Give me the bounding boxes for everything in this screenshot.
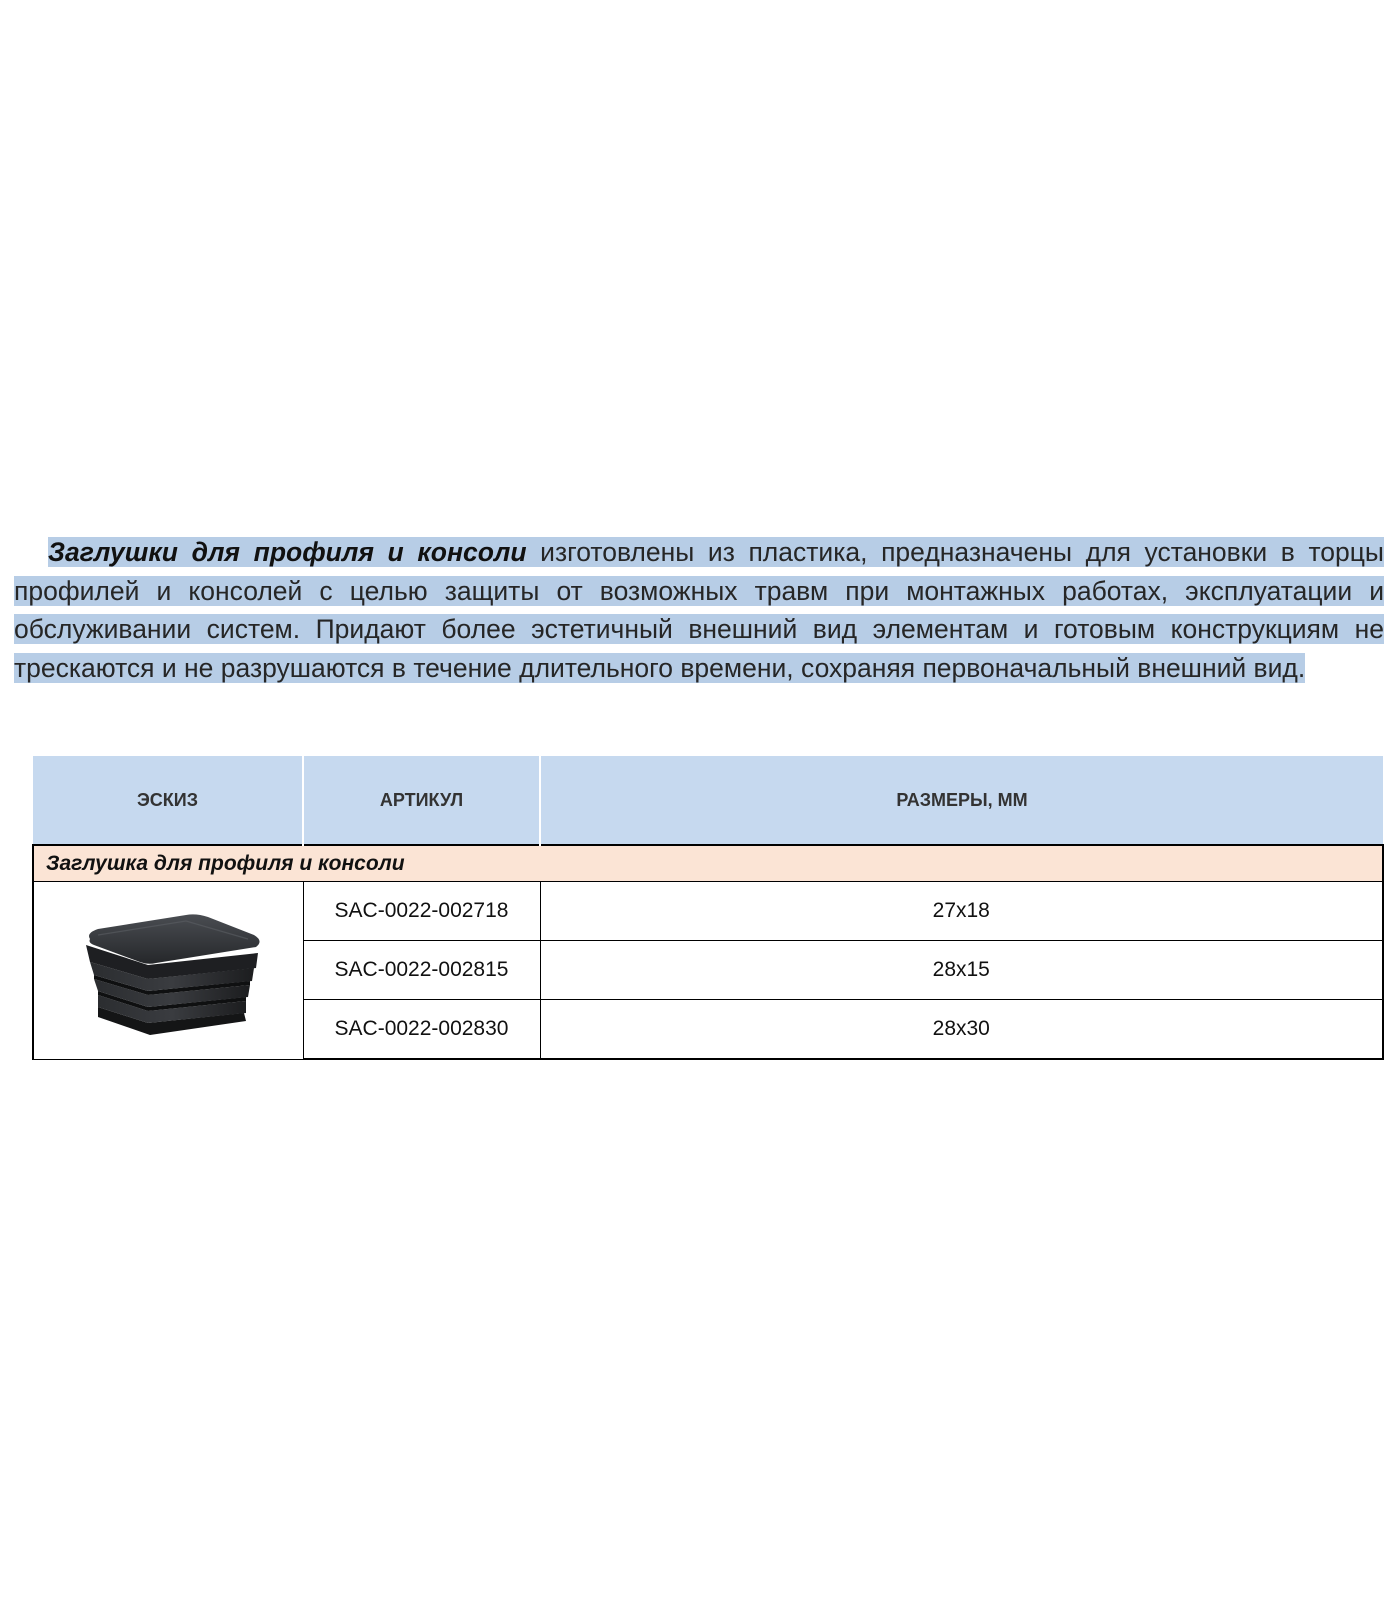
end-cap-plug-icon bbox=[68, 895, 268, 1045]
header-dimensions: РАЗМЕРЫ, ММ bbox=[540, 756, 1383, 845]
article-cell: SAC-0022-002830 bbox=[303, 1000, 540, 1060]
sketch-cell bbox=[33, 882, 303, 1060]
dimensions-cell: 28x30 bbox=[540, 1000, 1383, 1060]
group-title: Заглушка для профиля и консоли bbox=[33, 845, 1383, 882]
group-row bbox=[33, 845, 1383, 882]
product-table bbox=[32, 756, 1384, 1060]
header-article: АРТИКУЛ bbox=[303, 756, 540, 845]
dimensions-cell: 28x15 bbox=[540, 941, 1383, 1000]
table-header-row bbox=[33, 756, 1383, 845]
header-sketch: ЭСКИЗ bbox=[33, 756, 303, 845]
article-cell: SAC-0022-002718 bbox=[303, 882, 540, 941]
dimensions-cell: 27x18 bbox=[540, 882, 1383, 941]
intro-lead: Заглушки для профиля и консоли bbox=[48, 537, 527, 567]
table-row bbox=[33, 882, 1383, 941]
intro-text: изготовлены из пластика, предназначены для установки в торцы профилей и консолей с целью защиты от возможных травм при монтажных работах, эксплуатации и обслуживании систем. Придают более эстетичный внешний вид элементам и готовым конструкциям не трескаются и не разрушаются в течение длительного времени, сохраняя первоначальный внешний вид. bbox=[14, 537, 1384, 683]
article-cell: SAC-0022-002815 bbox=[303, 941, 540, 1000]
intro-paragraph bbox=[14, 533, 1384, 687]
